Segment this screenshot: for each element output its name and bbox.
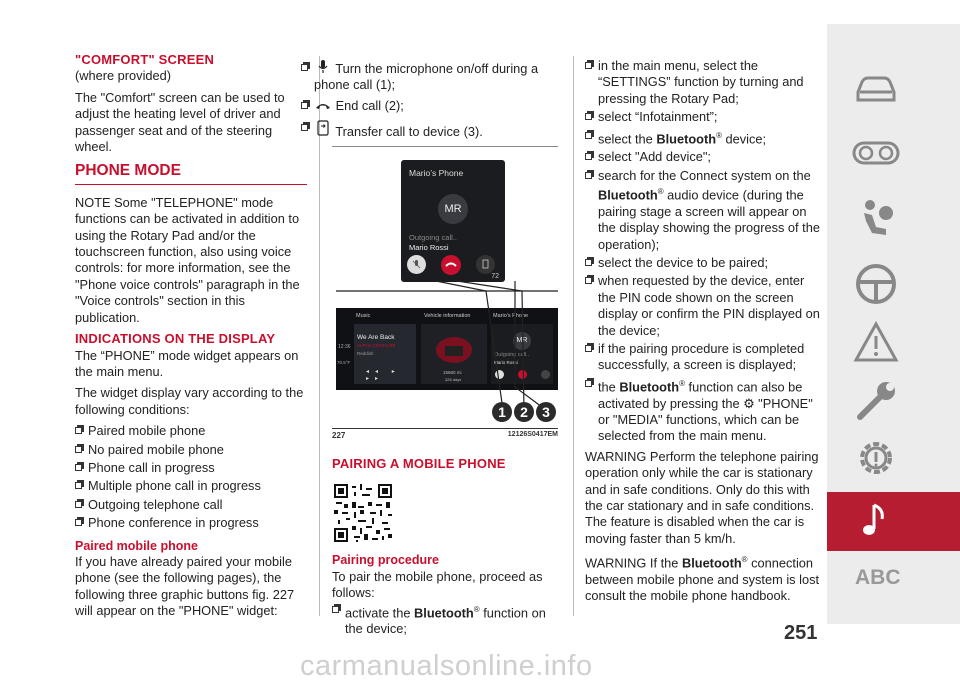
indications-text-1: The “PHONE” mode widget appears on the main menu. bbox=[75, 347, 299, 379]
watermark: carmanualsonline.info bbox=[300, 650, 593, 682]
transfer-device-icon bbox=[314, 120, 332, 140]
wrench-icon[interactable] bbox=[850, 375, 902, 427]
media-controls[interactable]: ◂◂ ▸ ▸▸ bbox=[366, 369, 401, 382]
settings-icon[interactable] bbox=[850, 432, 902, 484]
list-item: Phone conference in progress bbox=[75, 515, 307, 531]
list-item: select "Add device"; bbox=[585, 149, 821, 165]
microphone-icon bbox=[314, 60, 332, 77]
comfort-heading: "COMFORT" SCREEN bbox=[75, 52, 215, 67]
warning-2: WARNING If the Bluetooth® connection between mobile phone and system is lost consult the mobile phone handbook. bbox=[585, 555, 820, 604]
paired-heading: Paired mobile phone bbox=[75, 538, 198, 553]
outside-temp: 70.5°F bbox=[337, 360, 351, 365]
list-item bbox=[301, 120, 559, 140]
list-item: No paired mobile phone bbox=[75, 442, 307, 458]
list-item: the Bluetooth® function can also be activated by pressing the ⚙ "PHONE" or "MEDIA" functions, which can be selected from the main menu. bbox=[585, 376, 821, 445]
list-item: select the device to be paired; bbox=[585, 255, 821, 271]
procedure-text: To pair the mobile phone, proceed as follows: bbox=[332, 568, 543, 601]
music-tab: Music bbox=[356, 313, 371, 319]
phone-tab: Mario’s Phone bbox=[493, 313, 529, 319]
page-number: 251 bbox=[784, 622, 818, 644]
index-abc-link[interactable]: ABC bbox=[855, 566, 901, 589]
time: 12:36 bbox=[338, 344, 351, 350]
vehicle-tab: Vehicle information bbox=[424, 313, 471, 319]
call-status: Outgoing call.. bbox=[494, 352, 530, 358]
gear-icon: ⚙ bbox=[743, 395, 755, 411]
rule bbox=[332, 146, 558, 147]
list-item bbox=[301, 98, 559, 114]
list-item: if the pairing procedure is completed successfully, a screen is displayed; bbox=[585, 341, 821, 374]
caller-name: Mario Rossi bbox=[409, 243, 449, 252]
comfort-subtitle: (where provided) bbox=[75, 68, 172, 84]
callout-lines bbox=[336, 155, 558, 440]
avatar-initials: MR bbox=[444, 203, 462, 215]
steering-wheel-icon[interactable] bbox=[850, 258, 902, 310]
item-transfer-text: Transfer call to device (3). bbox=[335, 124, 483, 140]
dashboard-icon[interactable] bbox=[850, 127, 902, 179]
list-item: activate the Bluetooth® function on the device; bbox=[332, 602, 562, 638]
warning-icon[interactable] bbox=[850, 318, 902, 370]
temperature: 72 bbox=[491, 273, 499, 280]
column-2 bbox=[301, 60, 559, 145]
callout-3: 3 bbox=[536, 402, 556, 422]
qr-code bbox=[332, 482, 394, 544]
conditions-list bbox=[75, 423, 307, 531]
warning-1: WARNING Perform the telephone pairing operation only while the car is stationary and in safe conditions. Only do this with the car stationary and in safe conditions. The feature is disabled when the car is moving faster than 5 km/h. bbox=[585, 448, 819, 546]
avatar-initials: MR bbox=[516, 337, 528, 344]
procedure-steps bbox=[332, 602, 562, 638]
airbag-icon[interactable] bbox=[850, 193, 902, 245]
phone-note: NOTE Some "TELEPHONE" mode functions can be activated in addition to using the Rotary Pad and/or the touchscreen function, also using voice controls: for more information, see the "Phone voice controls" paragraph in the "Voice controls" section in this publication. bbox=[75, 194, 300, 325]
list-item: Outgoing telephone call bbox=[75, 497, 307, 513]
comfort-text: The "Comfort" screen can be used to adjust the heating level of driver and passenger seat and of the steering wheel. bbox=[75, 89, 285, 155]
call-status: Outgoing call.. bbox=[409, 233, 457, 242]
figure-bottom-rule bbox=[332, 428, 558, 429]
days: 326 days bbox=[445, 377, 462, 382]
column-divider bbox=[573, 56, 574, 616]
phone-mode-heading: PHONE MODE bbox=[75, 163, 307, 184]
pairing-steps bbox=[585, 58, 821, 445]
car-icon[interactable] bbox=[850, 62, 902, 114]
distance: 15680 mi bbox=[443, 370, 462, 375]
list-item: Phone call in progress bbox=[75, 460, 307, 476]
music-icon[interactable] bbox=[850, 495, 902, 547]
pairing-heading: PAIRING A MOBILE PHONE bbox=[332, 456, 506, 471]
button-list bbox=[301, 60, 559, 141]
song-title: We Are Back bbox=[357, 334, 395, 341]
artist: ALPHA CENTAURI bbox=[357, 343, 396, 348]
list-item: in the main menu, select the “SETTINGS” function by turning and pressing the Rotary Pad; bbox=[585, 58, 821, 107]
callout-2: 2 bbox=[514, 402, 534, 422]
end-call-icon bbox=[314, 98, 332, 114]
indications-heading: INDICATIONS ON THE DISPLAY bbox=[75, 331, 276, 347]
column-2-lower bbox=[332, 456, 562, 642]
list-item: select “Infotainment”; bbox=[585, 109, 821, 125]
item-microphone-text: Turn the microphone on/off during a phone call (1); bbox=[314, 61, 539, 93]
album: Reddish bbox=[357, 351, 374, 356]
procedure-heading: Pairing procedure bbox=[332, 553, 439, 568]
figure-number: 227 bbox=[332, 431, 346, 440]
list-item: when requested by the device, enter the PIN code shown on the screen display or confirm the PIN displayed on the device; bbox=[585, 273, 821, 339]
list-item: Paired mobile phone bbox=[75, 423, 307, 439]
figure-227 bbox=[332, 155, 558, 440]
paired-text: If you have already paired your mobile phone (see the following pages), the following three graphic buttons fig. 227 will appear on the "PHONE" widget: bbox=[75, 553, 295, 619]
list-item bbox=[301, 60, 559, 94]
column-3 bbox=[585, 58, 821, 610]
list-item: search for the Connect system on the Bluetooth® audio device (during the pairing stage a screen will appear on the display showing the progress of the operation); bbox=[585, 168, 821, 253]
callout-1: 1 bbox=[492, 402, 512, 422]
column-1 bbox=[75, 52, 307, 625]
indications-text-2: The widget display vary according to the following conditions: bbox=[75, 385, 304, 417]
figure-code: 12126S0417EM bbox=[507, 431, 558, 438]
list-item: select the Bluetooth® device; bbox=[585, 128, 821, 148]
item-end-call-text: End call (2); bbox=[335, 97, 404, 113]
list-item: Multiple phone call in progress bbox=[75, 478, 307, 494]
widget-title: Mario’s Phone bbox=[409, 168, 464, 178]
caller-name: Mario Rossi bbox=[494, 360, 518, 365]
